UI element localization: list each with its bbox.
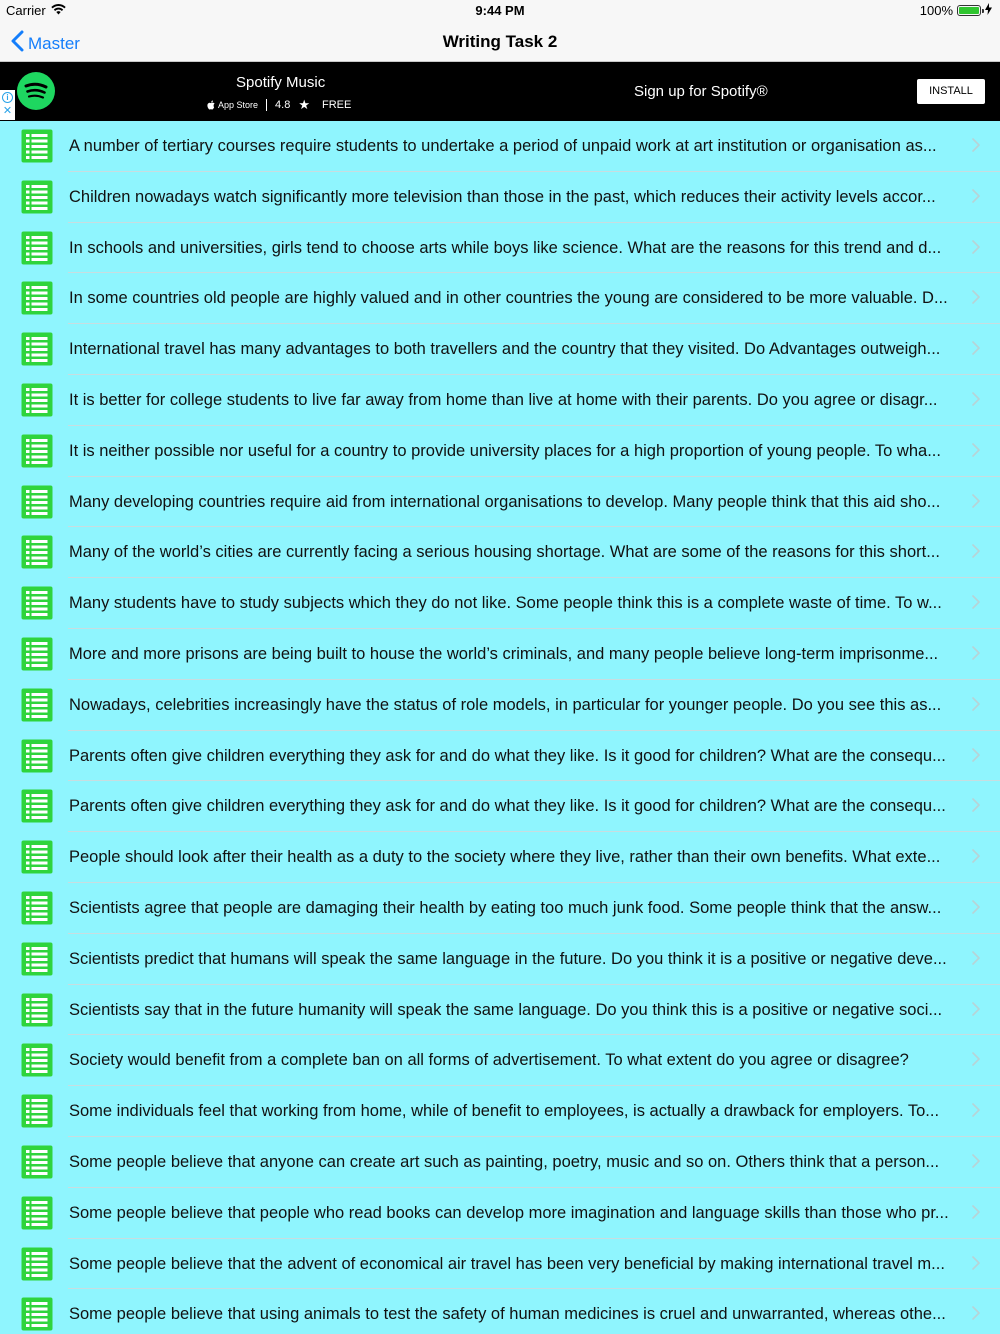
chevron-right-icon: [972, 290, 980, 304]
chevron-right-icon: [972, 443, 980, 457]
chevron-right-icon: [972, 1052, 980, 1066]
document-list-icon: [21, 1297, 53, 1331]
list-item-title: A number of tertiary courses require students to undertake a period of unpaid work at art institution or organisation as...: [69, 137, 937, 155]
list-item[interactable]: [0, 121, 1000, 172]
list-item-title: Many developing countries require aid from international organisations to develop. Many people think that this aid sho...: [69, 492, 941, 511]
list-item[interactable]: [0, 324, 1000, 375]
ad-rating: 4.8: [275, 99, 291, 111]
list-item-title: Some people believe that anyone can create art such as painting, poetry, music and so on. Others think that a person...: [69, 1152, 940, 1171]
apple-icon: [207, 100, 215, 110]
document-list-icon: [21, 840, 53, 874]
battery-icon: [957, 5, 981, 16]
list-item-title: Scientists predict that humans will speak the same language in the future. Do you think it is a positive or negative deve...: [69, 949, 947, 968]
list-item-title: Scientists say that in the future humanity will speak the same language. Do you think this is a positive or negative soci...: [69, 1000, 943, 1019]
document-list-icon: [21, 993, 53, 1027]
chevron-right-icon: [972, 240, 980, 254]
list-item-title: Nowadays, celebrities increasingly have the status of role models, in particular for younger people. Do you see this as...: [69, 695, 942, 714]
app-store-label: App Store: [207, 100, 258, 110]
list-item[interactable]: [0, 629, 1000, 680]
charging-icon: [985, 3, 992, 18]
clock: 9:44 PM: [475, 3, 525, 18]
chevron-right-icon: [972, 900, 980, 914]
ad-meta: [207, 97, 351, 113]
info-icon[interactable]: i: [2, 92, 13, 103]
ad-app-name: Spotify Music: [236, 74, 326, 91]
chevron-right-icon: [972, 849, 980, 863]
chevron-right-icon: [972, 494, 980, 508]
document-list-icon: [21, 129, 53, 163]
chevron-right-icon: [972, 697, 980, 711]
chevron-right-icon: [972, 748, 980, 762]
list-item[interactable]: [0, 477, 1000, 528]
list-item-title: It is neither possible nor useful for a country to provide university places for a high proportion of young people. To wha...: [69, 441, 941, 460]
chevron-right-icon: [972, 1002, 980, 1016]
chevron-right-icon: [972, 544, 980, 558]
list-item[interactable]: [0, 1086, 1000, 1137]
list-item-title: Some people believe that people who read books can develop more imagination and language skills than those who pr...: [69, 1203, 949, 1222]
document-list-icon: [21, 383, 53, 417]
list-item-title: Parents often give children everything they ask for and do what they like. Is it good for children? What are the consequ...: [69, 797, 946, 816]
list-item[interactable]: [0, 1035, 1000, 1086]
document-list-icon: [21, 942, 53, 976]
navigation-bar: [0, 22, 1000, 62]
chevron-right-icon: [972, 1103, 980, 1117]
list-item[interactable]: [0, 781, 1000, 832]
list-item[interactable]: [0, 172, 1000, 223]
document-list-icon: [21, 1196, 53, 1230]
list-item-title: It is better for college students to live far away from home than live at home with their parents. Do you agree or disagr...: [69, 390, 938, 409]
chevron-right-icon: [972, 595, 980, 609]
status-bar: [0, 0, 1000, 22]
chevron-right-icon: [972, 1205, 980, 1219]
list-item[interactable]: [0, 832, 1000, 883]
list-item[interactable]: [0, 1188, 1000, 1239]
document-list-icon: [21, 535, 53, 569]
ad-choices[interactable]: [0, 90, 15, 120]
list-item[interactable]: [0, 375, 1000, 426]
chevron-right-icon: [972, 189, 980, 203]
list-item[interactable]: [0, 1137, 1000, 1188]
spotify-logo[interactable]: [17, 72, 55, 110]
chevron-right-icon: [972, 341, 980, 355]
list-item-title: Parents often give children everything they ask for and do what they like. Is it good for children? What are the consequ...: [69, 746, 946, 765]
document-list-icon: [21, 1145, 53, 1179]
list-item[interactable]: [0, 1239, 1000, 1290]
ad-banner[interactable]: [0, 62, 1000, 121]
list-item[interactable]: [0, 527, 1000, 578]
list-item[interactable]: [0, 1289, 1000, 1334]
list-item-title: Scientists agree that people are damaging their health by eating too much junk food. Some people think that the answ...: [69, 898, 942, 917]
list-item[interactable]: [0, 985, 1000, 1036]
topic-list[interactable]: [0, 121, 1000, 1334]
chevron-right-icon: [972, 1256, 980, 1270]
close-icon[interactable]: ✕: [2, 105, 13, 117]
document-list-icon: [21, 281, 53, 315]
chevron-right-icon: [972, 138, 980, 152]
list-item[interactable]: [0, 223, 1000, 274]
document-list-icon: [21, 485, 53, 519]
document-list-icon: [21, 586, 53, 620]
list-item-title: More and more prisons are being built to house the world’s criminals, and many people believe long-term imprisonme...: [69, 644, 939, 663]
document-list-icon: [21, 1043, 53, 1077]
chevron-right-icon: [972, 392, 980, 406]
list-item[interactable]: [0, 680, 1000, 731]
star-icon: ★: [298, 97, 310, 112]
document-list-icon: [21, 1094, 53, 1128]
chevron-right-icon: [972, 646, 980, 660]
ad-headline[interactable]: Sign up for Spotify®: [634, 83, 768, 100]
document-list-icon: [21, 1247, 53, 1281]
ad-price: FREE: [321, 99, 352, 111]
list-item-title: Some people believe that using animals to test the safety of human medicines is cruel and unwarranted, whereas othe...: [69, 1305, 946, 1324]
back-button-label: Master: [28, 33, 80, 53]
document-list-icon: [21, 180, 53, 214]
list-item[interactable]: [0, 273, 1000, 324]
document-list-icon: [21, 891, 53, 925]
list-item-title: Some individuals feel that working from home, while of benefit to employees, is actually a drawback for employers. To...: [69, 1102, 940, 1121]
battery-indicator: [920, 3, 992, 18]
list-item-title: People should look after their health as a duty to the society where they live, rather than their own benefits. What exte...: [69, 848, 941, 867]
document-list-icon: [21, 739, 53, 773]
list-item[interactable]: [0, 578, 1000, 629]
document-list-icon: [21, 434, 53, 468]
document-list-icon: [21, 231, 53, 265]
list-item[interactable]: [0, 426, 1000, 477]
list-item-title: In some countries old people are highly valued and in other countries the young are considered to be more valuable. D...: [69, 289, 948, 308]
page-title: Writing Task 2: [442, 32, 558, 51]
list-item-title: Many of the world’s cities are currently facing a serious housing shortage. What are some of the reasons for this short...: [69, 543, 940, 562]
list-item-title: Some people believe that the advent of economical air travel has been very beneficial by making international travel m...: [69, 1254, 945, 1273]
list-item-title: International travel has many advantages to both travellers and the country that they visited. Do Advantages outweigh...: [69, 340, 941, 359]
document-list-icon: [21, 637, 53, 671]
list-item[interactable]: [0, 934, 1000, 985]
list-item-title: In schools and universities, girls tend to choose arts while boys like science. What are the reasons for this trend and d...: [69, 238, 942, 257]
chevron-right-icon: [972, 798, 980, 812]
install-button[interactable]: INSTALL: [917, 79, 985, 104]
document-list-icon: [21, 688, 53, 722]
list-item-title: Society would benefit from a complete ban on all forms of advertisement. To what extent do you agree or disagree?: [69, 1051, 909, 1070]
list-item-title: Children nowadays watch significantly more television than those in the past, which reduces their activity levels accor...: [69, 187, 936, 206]
battery-percent: 100%: [919, 3, 953, 18]
chevron-right-icon: [972, 1306, 980, 1320]
list-item[interactable]: [0, 883, 1000, 934]
list-item[interactable]: [0, 731, 1000, 782]
carrier-label: Carrier: [6, 3, 46, 18]
list-item-title: Many students have to study subjects which they do not like. Some people think this is a complete waste of time. To w...: [69, 594, 942, 613]
document-list-icon: [21, 789, 53, 823]
document-list-icon: [21, 332, 53, 366]
chevron-right-icon: [972, 951, 980, 965]
chevron-right-icon: [972, 1154, 980, 1168]
